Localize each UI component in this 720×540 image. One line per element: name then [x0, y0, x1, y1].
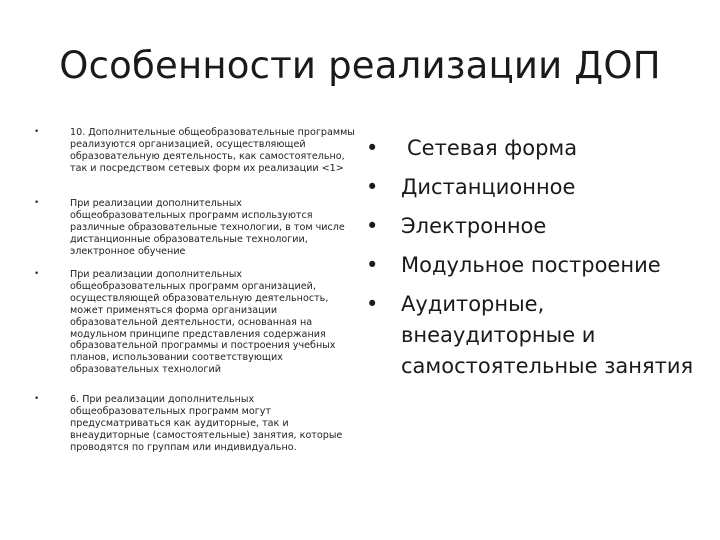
bullet-icon: • [34, 127, 40, 137]
detail-bullet-item [28, 198, 358, 269]
summary-bullet-item [366, 211, 706, 242]
detail-bullet-text: При реализации дополнительных общеобразовательных программ используются различные образовательные технологии, в том числе дистанционные образовательные технологии, электронное обучение [70, 198, 345, 257]
summary-bullet-text: Дистанционное [401, 175, 576, 199]
summary-bullet-item [366, 289, 706, 382]
summary-bullet-text: Аудиторные, внеаудиторные и самостоятельные занятия [401, 292, 694, 378]
bullet-icon: • [366, 175, 379, 199]
summary-bullet-item [366, 133, 706, 164]
bullet-icon: • [366, 253, 379, 277]
slide-title: Особенности реализации ДОП [59, 44, 661, 87]
summary-bullet-item [366, 172, 706, 203]
summary-bullet-text: Сетевая форма [407, 136, 578, 160]
detail-bullet-item [28, 127, 358, 198]
bullet-icon: • [366, 292, 379, 316]
summary-bullet-text: Модульное построение [401, 253, 661, 277]
detail-bullet-item [28, 394, 358, 454]
bullet-icon: • [366, 136, 379, 160]
detail-bullet-text: 6. При реализации дополнительных общеобразовательных программ могут предусматриваться как аудиторные, так и внеаудиторные (самостоятельные) занятия, которые проводятся по группам или индивидуально. [70, 394, 343, 453]
detail-bullet-item [28, 269, 358, 394]
detail-bullet-text: 10. Дополнительные общеобразовательные программы реализуются организацией, осуществляющей образовательную деятельность, как самостоятельно, так и посредством сетевых форм их реализации <1> [70, 127, 355, 174]
summary-bullet-text: Электронное [401, 214, 547, 238]
bullet-icon: • [34, 269, 40, 279]
bullet-icon: • [366, 214, 379, 238]
detail-bullet-text: При реализации дополнительных общеобразовательных программ организацией, осуществляющей образовательную деятельность, может применяться форма организации образовательной деятельности, основанная на модульном принципе представления содержания образовательной программы и построения учебных планов, использовании соответствующих образовательных технологий [70, 269, 336, 376]
summary-bullet-list [366, 133, 706, 390]
summary-bullet-item [366, 250, 706, 281]
bullet-icon: • [34, 394, 40, 404]
bullet-icon: • [34, 198, 40, 208]
detail-bullet-list [28, 127, 358, 454]
